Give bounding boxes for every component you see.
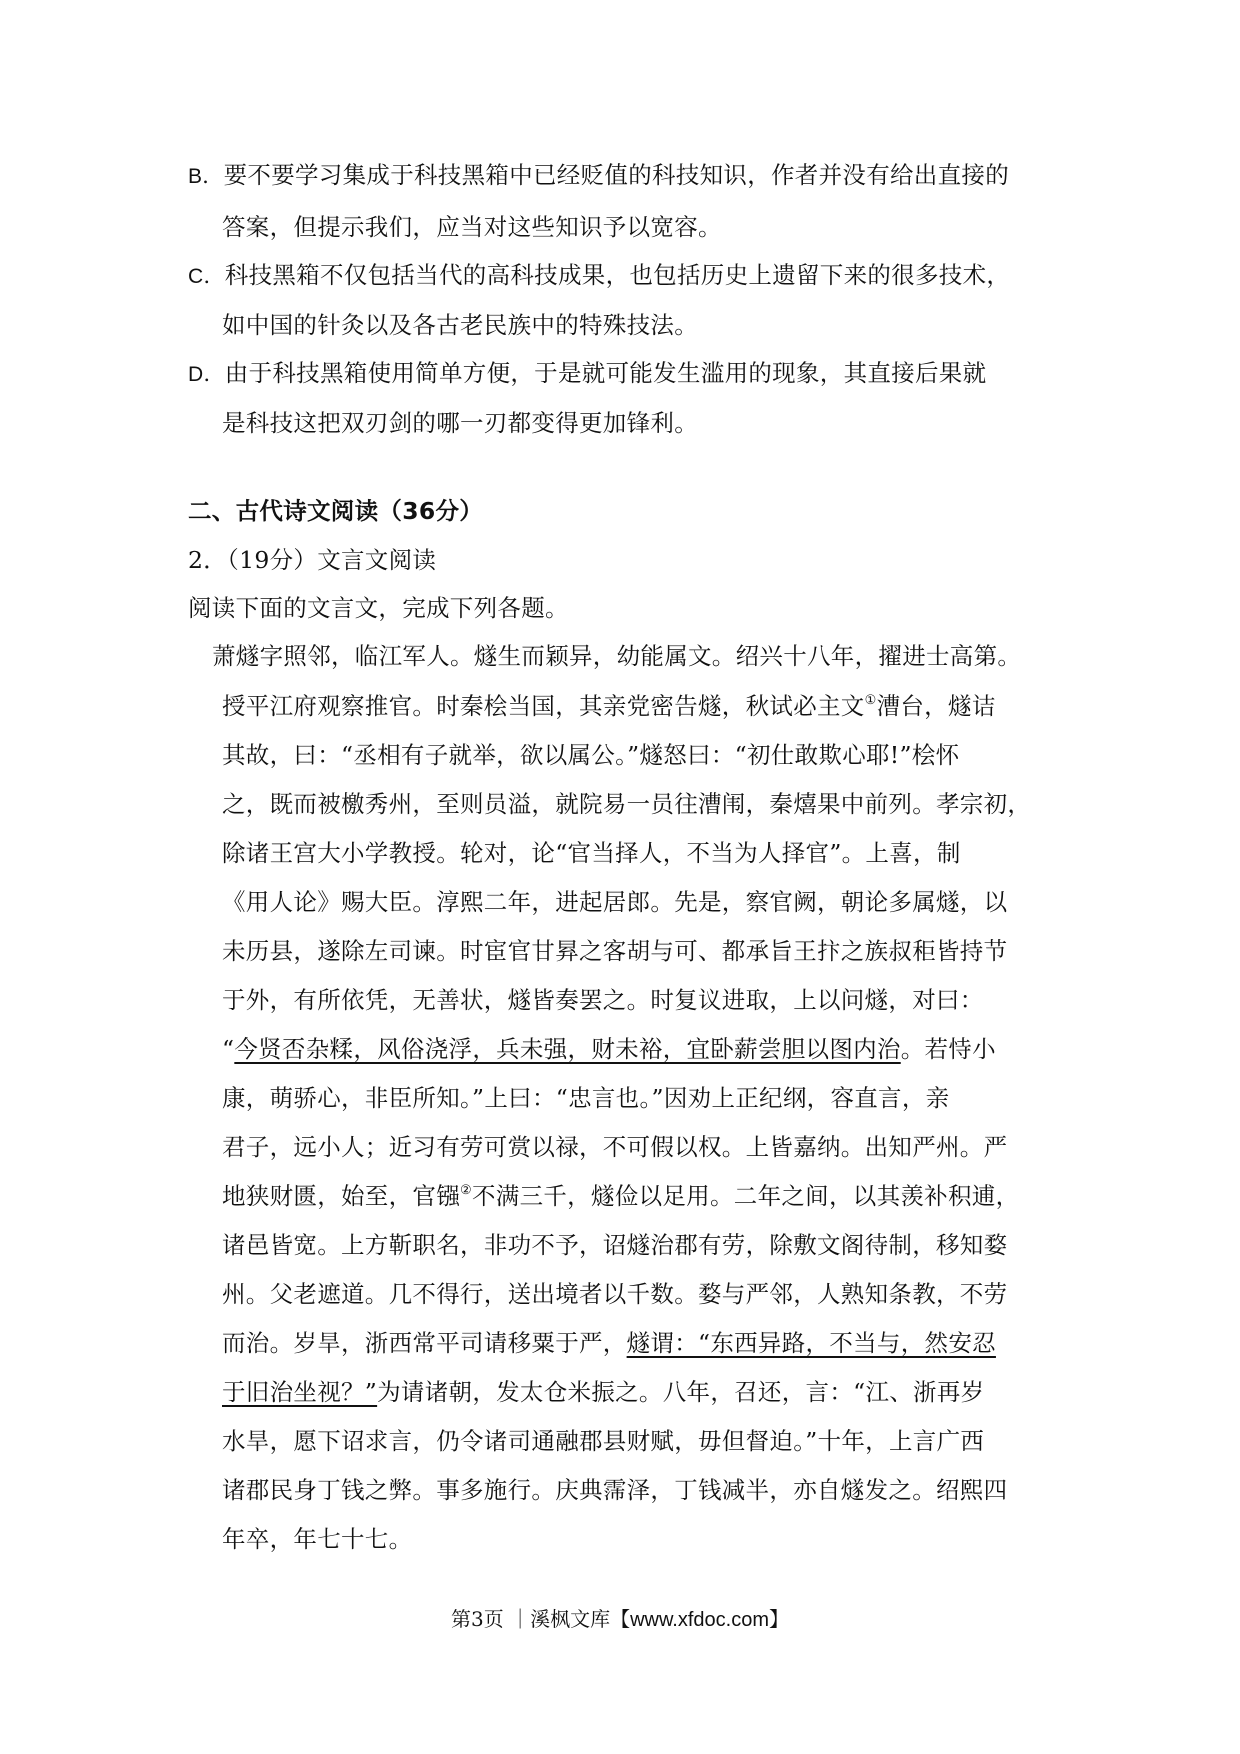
passage-line-8: 于外，有所依凭，无善状，燧皆奏罢之。时复议进取，上以问燧，对曰： — [222, 986, 984, 1014]
question-instruction: 阅读下面的文言文，完成下列各题。 — [188, 594, 569, 622]
passage-line-13: 诸邑皆宽。上方靳职名，非功不予，诏燧治郡有劳，除敷文阁待制，移知婺 — [222, 1231, 1008, 1259]
footer-url: www.xfdoc.com — [630, 1609, 770, 1631]
footnote-marker-2: ② — [460, 1183, 472, 1198]
passage-line-7: 未历县，遂除左司谏。时宦官甘昪之客胡与可、都承旨王抃之族叔秬皆持节 — [222, 937, 1008, 965]
option-d-line-2: 是科技这把双刃剑的哪一刃都变得更加锋利。 — [222, 409, 698, 437]
passage-line-12a: 地狭财匮，始至，官镪 — [222, 1182, 460, 1210]
option-d-text-1: 由于科技黑箱使用简单方便，于是就可能发生滥用的现象，其直接后果就 — [224, 359, 987, 387]
footnote-marker-1: ① — [864, 693, 877, 708]
option-b-letter: B． — [188, 165, 224, 188]
page-footer — [0, 1606, 1240, 1633]
passage-line-4: 之，既而被檄秀州，至则员溢，就院易一员往漕闱，秦熺果中前列。孝宗初， — [222, 790, 1032, 818]
option-c-text-1: 科技黑箱不仅包括当代的高科技成果，也包括历史上遗留下来的很多技术， — [224, 261, 1011, 289]
passage-line-11: 君子，远小人；近习有劳可赏以禄，不可假以权。上皆嘉纳。出知严州。严 — [222, 1133, 1008, 1161]
passage-line-2b: 漕台，燧诘 — [876, 692, 996, 720]
underlined-sentence-1: 今贤否杂糅，风俗浇浮，兵未强，财未裕，宜卧薪尝胆以图内治 — [234, 1035, 901, 1063]
option-b-line-2: 答案，但提示我们，应当对这些知识予以宽容。 — [222, 213, 722, 241]
passage-line-16 — [222, 1377, 984, 1407]
passage-line-16b: 为请诸朝，发太仓米振之。八年，召还，言：“江、浙再岁 — [377, 1378, 985, 1406]
passage-line-15 — [222, 1328, 996, 1358]
passage-line-2 — [222, 691, 996, 721]
passage-line-1: 萧燧字照邻，临江军人。燧生而颖异，幼能属文。绍兴十八年，擢进士高第。 — [212, 642, 1022, 670]
passage-line-5: 除诸王宫大小学教授。轮对，论“官当择人，不当为人择官”。上喜，制 — [222, 839, 961, 867]
passage-line-14: 州。父老遮道。几不得行，送出境者以千数。婺与严邻，人熟知条教，不劳 — [222, 1280, 1008, 1308]
underlined-sentence-2b: 于旧治坐视？” — [222, 1378, 378, 1406]
underlined-sentence-2a: 燧谓：“东西异路，不当与，然安忍 — [626, 1329, 996, 1357]
passage-line-9 — [222, 1034, 996, 1064]
passage-line-19: 年卒，年七十七。 — [222, 1525, 413, 1553]
section-title: 二、古代诗文阅读（36分） — [188, 497, 484, 525]
passage-line-15a: 而治。岁旱，浙西常平司请移粟于严， — [222, 1329, 627, 1357]
option-b-text-1: 要不要学习集成于科技黑箱中已经贬值的科技知识，作者并没有给出直接的 — [223, 161, 1010, 189]
passage-line-6: 《用人论》赐大臣。淳熙二年，进起居郎。先是，察官阙，朝论多属燧，以 — [222, 888, 1008, 916]
passage-line-2a: 授平江府观察推官。时秦桧当国，其亲党密告燧，秋试必主文 — [222, 692, 865, 720]
option-c-line-2: 如中国的针灸以及各古老民族中的特殊技法。 — [222, 311, 698, 339]
option-b-line-1 — [188, 160, 1009, 192]
option-d-letter: D． — [188, 363, 225, 386]
footer-page-number: 第3页 — [450, 1607, 504, 1631]
option-d-line-1 — [188, 358, 986, 390]
passage-line-12 — [222, 1181, 1019, 1211]
passage-line-17: 水旱，愿下诏求言，仍令诸司通融郡县财赋，毋但督迫。”十年，上言广西 — [222, 1427, 985, 1455]
footer-bracket-right: 】 — [769, 1607, 790, 1631]
passage-line-9b: 。若恃小 — [900, 1035, 996, 1063]
footer-separator: ｜溪枫文库 — [510, 1607, 611, 1631]
passage-line-12b: 不满三千，燧俭以足用。二年之间，以其羡补积逋， — [471, 1182, 1020, 1210]
option-c-line-1 — [188, 260, 1010, 292]
passage-line-18: 诸郡民身丁钱之弊。事多施行。庆典霈泽，丁钱减半，亦自燧发之。绍熙四 — [222, 1476, 1008, 1504]
passage-line-10: 康，萌骄心，非臣所知。”上曰：“忠言也。”因劝上正纪纲，容直言，亲 — [222, 1084, 950, 1112]
option-c-letter: C． — [188, 265, 225, 288]
passage-line-3: 其故，曰：“丞相有子就举，欲以属公。”燧怒曰：“初仕敢欺心耶!”桧怀 — [222, 741, 960, 769]
passage-line-9a: “ — [222, 1035, 235, 1063]
question-label: 2．（19分）文言文阅读 — [188, 546, 437, 574]
footer-bracket-left: 【 — [610, 1607, 631, 1631]
